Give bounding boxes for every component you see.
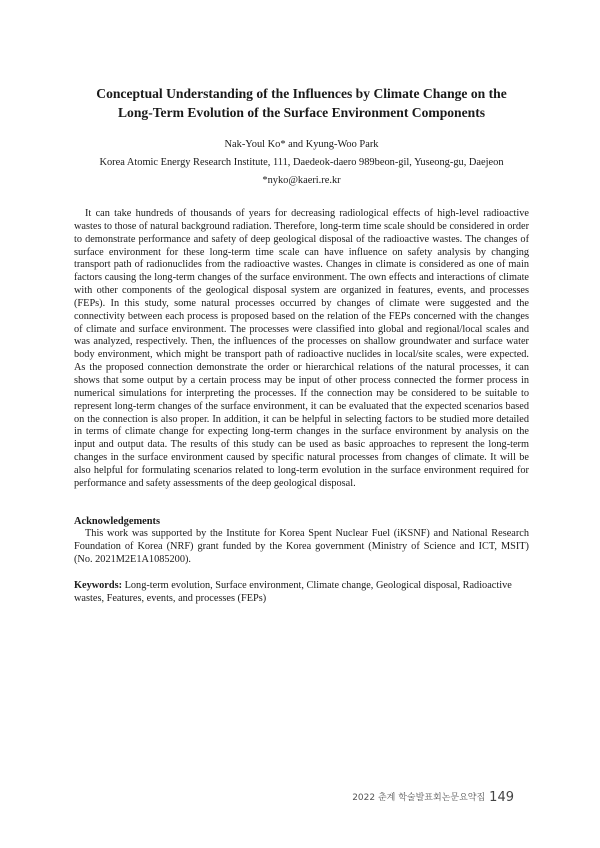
acknowledgements-heading: Acknowledgements xyxy=(74,516,161,527)
paper-title xyxy=(74,84,529,122)
page-footer xyxy=(352,789,514,807)
acknowledgements-body: This work was supported by the Institute for Korea Spent Nuclear Fuel (iKSNF) and National Research Foundation of Korea (NRF) grant funded by the Korea government (Ministry of Science and ICT, MSIT) (No. 2021M2E1A1085200). xyxy=(74,528,529,565)
keywords xyxy=(74,580,529,606)
page-number: 149 xyxy=(489,790,514,805)
title-line-2: Long-Term Evolution of the Surface Environment Components xyxy=(117,105,486,120)
keywords-label: Keywords: xyxy=(74,580,123,591)
keywords-text: Long-term evolution, Surface environment, Climate change, Geological disposal, Radioactive wastes, Features, events, and processes (FEPs) xyxy=(74,580,512,604)
title-line-1: Conceptual Understanding of the Influences by Climate Change on the xyxy=(96,86,507,101)
corresponding-email: *nyko@kaeri.re.kr xyxy=(262,175,341,186)
abstract-body: It can take hundreds of thousands of years for decreasing radiological effects of high-level radioactive wastes to those of natural background radiation. Therefore, long-term time scale should be considered in order to demonstrate performance and safety of deep geological disposal of the radioactive wastes. The changes of surface environment for these long-term time scale can have influence on safety analysis by changing transport path of radionuclides from the radioactive wastes. Changes in climate is considered as one of main factors causing the long-term changes of the surface environment. The own effects and interactions of climate with other components of the geological disposal system are organized in features, events, and processes (FEPs). In this study, some natural processes occurred by changes of climate were suggested and the connectivity between each process is proposed based on the relation of the FEPs concerned with the changes of climate and surface environment. The processes were classified into global and regional/local scales and was analyzed, respectively. Then, the influences of the processes on shallow groundwater and surface water body environment, which might be transport path of radioactive nuclides in local/site scales, were expected. As the proposed connection demonstrate the order or hierarchical relations of the natural processes, it can shows that some output by a certain process may be input of other process connected the former process in numerical simulations for interpreting the processes. If the connection may be considered to be suitable to represent long-term changes of the surface environment, it can be evaluated that the expected scenarios based on the connection is also proper. In addition, it can be helpful in selecting factors to be studied more detailed in terms of climate change for expecting long-term changes in the surface environment by analysis on the input and output data. The results of this study can be used as basic approaches to represent the long-term changes in the surface environment caused by specific natural processes from changes of climate. It will be also helpful for formulating scenarios related to long-term evolution in the surface environment required for performance and safety assessments of the deep geological disposal. xyxy=(74,208,529,489)
authors: Nak-Youl Ko* and Kyung-Woo Park xyxy=(224,139,379,150)
affiliation: Korea Atomic Energy Research Institute, 111, Daedeok-daero 989beon-gil, Yuseong-gu, Daejeon xyxy=(99,157,504,168)
proceedings-title: 2022 춘계 학술발표회논문요약집 xyxy=(352,793,486,803)
